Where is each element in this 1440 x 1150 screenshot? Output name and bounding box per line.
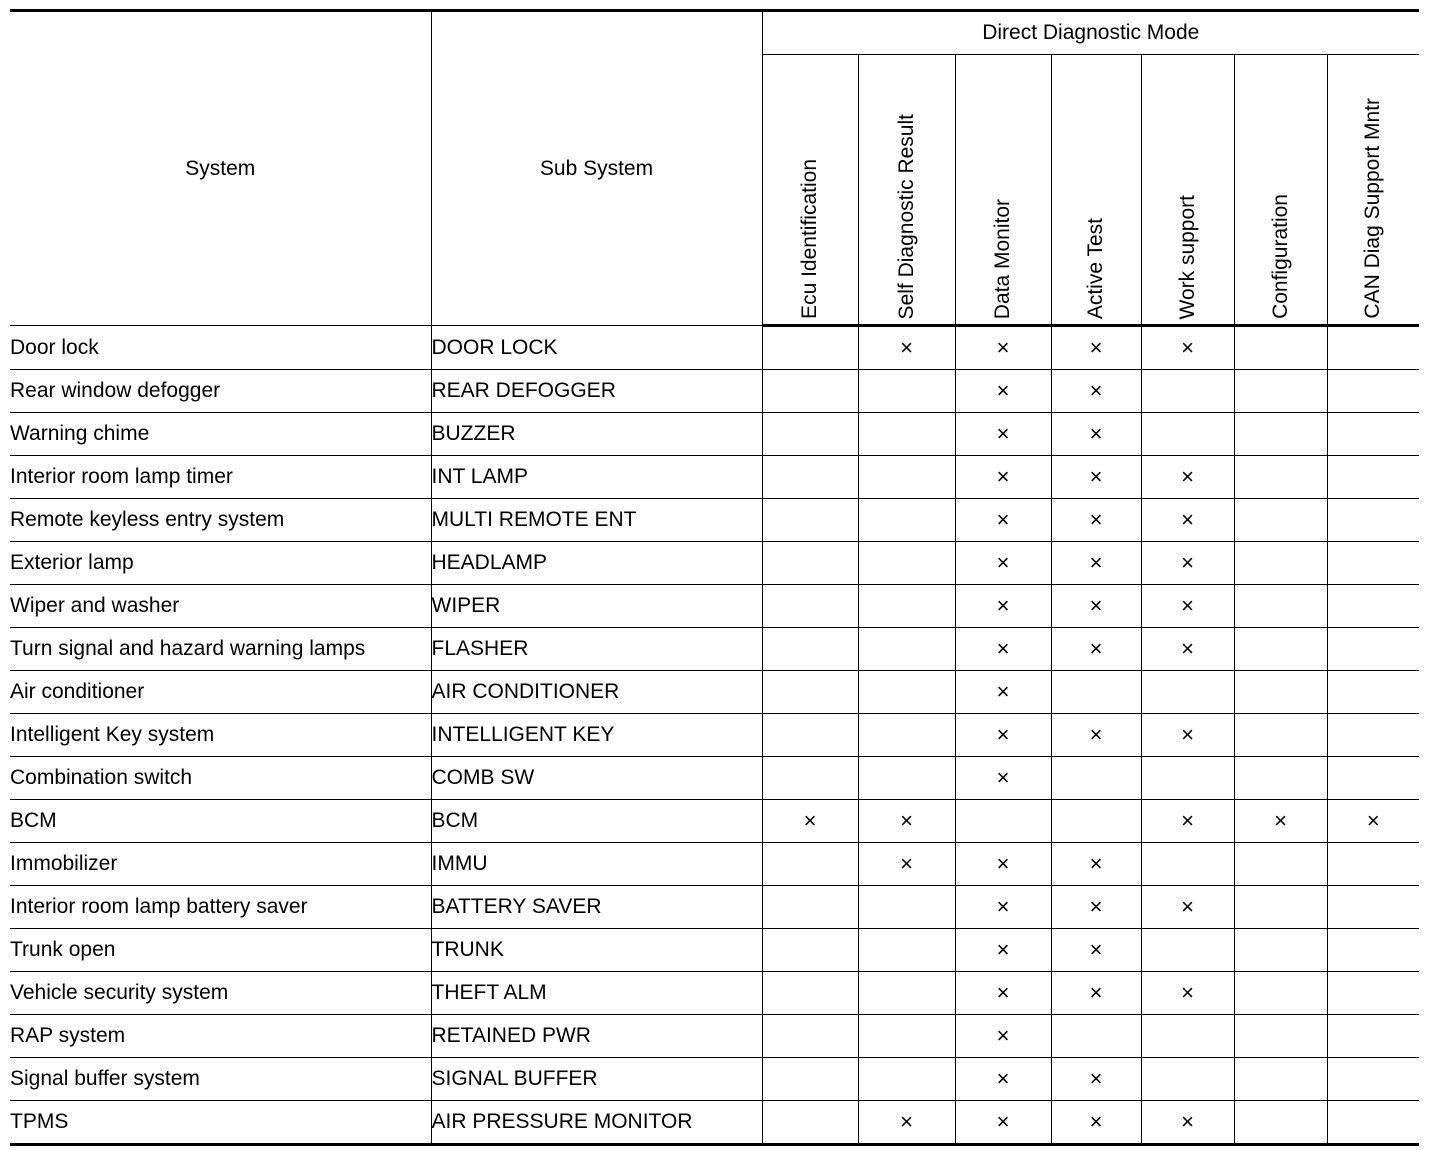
supported-mark: × <box>1181 1109 1194 1134</box>
mode-header-work-support <box>1141 55 1234 326</box>
supported-mark: × <box>1089 421 1103 446</box>
mode-cell <box>1051 800 1141 843</box>
mode-cell <box>955 542 1051 585</box>
mode-cell <box>1234 326 1327 370</box>
mode-cell <box>1234 499 1327 542</box>
table-row <box>10 326 1419 370</box>
mode-cell <box>1327 370 1419 413</box>
sub-system-cell: BATTERY SAVER <box>431 886 762 929</box>
mode-cell <box>1234 886 1327 929</box>
mode-cell <box>762 972 858 1015</box>
mode-cell <box>762 1101 858 1145</box>
mode-cell <box>1141 929 1234 972</box>
mode-cell <box>955 413 1051 456</box>
table-row <box>10 972 1419 1015</box>
supported-mark: × <box>996 851 1010 876</box>
supported-mark: × <box>996 378 1010 403</box>
supported-mark: × <box>1089 1109 1103 1134</box>
supported-mark: × <box>1089 980 1103 1005</box>
mode-header-can-diag-support-mntr <box>1327 55 1419 326</box>
mode-header-label: Work support <box>1175 194 1199 319</box>
mode-cell <box>1234 1015 1327 1058</box>
mode-cell <box>1051 1101 1141 1145</box>
supported-mark: × <box>1089 851 1103 876</box>
supported-mark: × <box>803 808 817 833</box>
mode-cell <box>1051 929 1141 972</box>
mode-cell <box>1234 413 1327 456</box>
mode-cell <box>1051 757 1141 800</box>
mode-cell <box>1051 843 1141 886</box>
mode-cell <box>955 456 1051 499</box>
sub-system-cell: SIGNAL BUFFER <box>431 1058 762 1101</box>
mode-cell <box>955 972 1051 1015</box>
mode-cell <box>762 671 858 714</box>
supported-mark: × <box>1089 507 1103 532</box>
mode-cell <box>955 929 1051 972</box>
table-row <box>10 714 1419 757</box>
mode-cell <box>762 456 858 499</box>
supported-mark: × <box>1181 593 1194 618</box>
mode-cell <box>1141 628 1234 671</box>
table-row <box>10 499 1419 542</box>
mode-cell <box>1327 499 1419 542</box>
mode-header-label: Ecu Identification <box>798 159 821 319</box>
mode-cell <box>858 757 955 800</box>
mode-cell <box>1327 886 1419 929</box>
mode-cell <box>858 456 955 499</box>
table-row <box>10 886 1419 929</box>
mode-cell <box>762 757 858 800</box>
supported-mark: × <box>1089 894 1103 919</box>
mode-cell <box>1327 972 1419 1015</box>
mode-cell <box>858 800 955 843</box>
supported-mark: × <box>1089 550 1103 575</box>
supported-mark: × <box>900 808 913 833</box>
supported-mark: × <box>1089 1066 1103 1091</box>
mode-cell <box>858 370 955 413</box>
mode-cell <box>1327 800 1419 843</box>
supported-mark: × <box>1181 464 1194 489</box>
supported-mark: × <box>1181 894 1194 919</box>
mode-cell <box>1327 1015 1419 1058</box>
mode-cell <box>1051 671 1141 714</box>
mode-cell <box>1051 1058 1141 1101</box>
mode-cell <box>1234 1101 1327 1145</box>
mode-cell <box>1327 413 1419 456</box>
mode-cell <box>1327 757 1419 800</box>
sub-system-cell: DOOR LOCK <box>431 326 762 370</box>
sub-system-cell: INT LAMP <box>431 456 762 499</box>
mode-cell <box>1327 714 1419 757</box>
system-cell: TPMS <box>10 1101 431 1145</box>
sub-system-cell: BUZZER <box>431 413 762 456</box>
mode-cell <box>1327 671 1419 714</box>
mode-cell <box>955 843 1051 886</box>
system-cell: Warning chime <box>10 413 431 456</box>
supported-mark: × <box>1089 335 1103 360</box>
supported-mark: × <box>1181 980 1194 1005</box>
mode-cell <box>955 370 1051 413</box>
mode-cell <box>955 1015 1051 1058</box>
table-row <box>10 585 1419 628</box>
mode-cell <box>762 628 858 671</box>
supported-mark: × <box>1274 808 1287 833</box>
mode-header-label: Configuration <box>1268 194 1292 319</box>
system-cell: Intelligent Key system <box>10 714 431 757</box>
mode-cell <box>955 1058 1051 1101</box>
mode-cell <box>1234 972 1327 1015</box>
mode-cell <box>762 929 858 972</box>
mode-cell <box>1141 1015 1234 1058</box>
mode-cell <box>1051 972 1141 1015</box>
mode-cell <box>858 843 955 886</box>
mode-cell <box>762 370 858 413</box>
supported-mark: × <box>996 937 1010 962</box>
mode-cell <box>955 757 1051 800</box>
mode-cell <box>1141 326 1234 370</box>
mode-cell <box>955 326 1051 370</box>
mode-cell <box>1051 886 1141 929</box>
mode-cell <box>1234 843 1327 886</box>
system-cell: Trunk open <box>10 929 431 972</box>
sub-system-cell: WIPER <box>431 585 762 628</box>
mode-cell <box>1327 326 1419 370</box>
mode-cell <box>955 585 1051 628</box>
table-row <box>10 800 1419 843</box>
mode-cell <box>858 1015 955 1058</box>
system-cell: Immobilizer <box>10 843 431 886</box>
table-row <box>10 542 1419 585</box>
system-cell: Turn signal and hazard warning lamps <box>10 628 431 671</box>
mode-cell <box>1051 499 1141 542</box>
sub-system-cell: TRUNK <box>431 929 762 972</box>
mode-cell <box>1141 843 1234 886</box>
mode-cell <box>1141 671 1234 714</box>
mode-cell <box>858 972 955 1015</box>
system-cell: Interior room lamp battery saver <box>10 886 431 929</box>
supported-mark: × <box>1181 507 1194 532</box>
sub-system-cell: BCM <box>431 800 762 843</box>
mode-cell <box>1141 886 1234 929</box>
mode-cell <box>1327 843 1419 886</box>
supported-mark: × <box>996 722 1010 747</box>
mode-cell <box>1234 714 1327 757</box>
supported-mark: × <box>1181 636 1194 661</box>
mode-cell <box>858 585 955 628</box>
mode-cell <box>858 628 955 671</box>
table-row <box>10 1058 1419 1101</box>
system-cell: Door lock <box>10 326 431 370</box>
supported-mark: × <box>1181 722 1194 747</box>
table-row <box>10 929 1419 972</box>
sub-system-cell: MULTI REMOTE ENT <box>431 499 762 542</box>
mode-cell <box>1051 326 1141 370</box>
mode-cell <box>1234 800 1327 843</box>
mode-cell <box>1141 972 1234 1015</box>
mode-cell <box>762 326 858 370</box>
sub-system-cell: THEFT ALM <box>431 972 762 1015</box>
supported-mark: × <box>996 593 1010 618</box>
mode-cell <box>1141 370 1234 413</box>
mode-header-label: Active Test <box>1084 217 1107 319</box>
mode-cell <box>1141 1058 1234 1101</box>
mode-cell <box>1234 1058 1327 1101</box>
system-cell: Exterior lamp <box>10 542 431 585</box>
mode-cell <box>955 800 1051 843</box>
supported-mark: × <box>1089 937 1103 962</box>
mode-cell <box>1051 714 1141 757</box>
table-row <box>10 757 1419 800</box>
supported-mark: × <box>1089 464 1103 489</box>
mode-cell <box>858 671 955 714</box>
sub-system-cell: RETAINED PWR <box>431 1015 762 1058</box>
mode-cell <box>762 800 858 843</box>
supported-mark: × <box>996 894 1010 919</box>
mode-cell <box>1327 585 1419 628</box>
sub-system-cell: COMB SW <box>431 757 762 800</box>
table-row <box>10 671 1419 714</box>
sub-system-cell: AIR PRESSURE MONITOR <box>431 1101 762 1145</box>
mode-header-active-test <box>1051 55 1141 326</box>
mode-header-ecu-identification <box>762 55 858 326</box>
mode-cell <box>858 714 955 757</box>
mode-cell <box>762 714 858 757</box>
mode-cell <box>955 671 1051 714</box>
mode-cell <box>858 499 955 542</box>
table-row <box>10 1015 1419 1058</box>
mode-cell <box>1051 585 1141 628</box>
mode-cell <box>762 1058 858 1101</box>
sub-system-cell: REAR DEFOGGER <box>431 370 762 413</box>
mode-cell <box>1051 542 1141 585</box>
mode-header-self-diagnostic-result <box>858 55 955 326</box>
sub-system-cell: INTELLIGENT KEY <box>431 714 762 757</box>
mode-cell <box>858 542 955 585</box>
supported-mark: × <box>996 507 1010 532</box>
mode-cell <box>1327 456 1419 499</box>
mode-cell <box>955 1101 1051 1145</box>
mode-cell <box>1234 929 1327 972</box>
supported-mark: × <box>996 1109 1010 1134</box>
mode-cell <box>762 542 858 585</box>
mode-cell <box>1051 456 1141 499</box>
mode-cell <box>1327 1101 1419 1145</box>
mode-cell <box>1327 542 1419 585</box>
mode-header-label: Data Monitor <box>991 198 1014 319</box>
mode-cell <box>955 499 1051 542</box>
sub-system-column-header: Sub System <box>431 11 762 326</box>
mode-cell <box>1234 757 1327 800</box>
system-cell: BCM <box>10 800 431 843</box>
supported-mark: × <box>996 765 1010 790</box>
table-body <box>10 326 1419 1145</box>
system-cell: Remote keyless entry system <box>10 499 431 542</box>
system-column-header: System <box>10 11 431 326</box>
sub-system-cell: HEADLAMP <box>431 542 762 585</box>
mode-cell <box>1141 456 1234 499</box>
supported-mark: × <box>996 550 1010 575</box>
system-cell: Vehicle security system <box>10 972 431 1015</box>
mode-cell <box>1327 929 1419 972</box>
mode-cell <box>762 499 858 542</box>
mode-cell <box>1141 1101 1234 1145</box>
mode-cell <box>1327 1058 1419 1101</box>
supported-mark: × <box>1366 808 1380 833</box>
mode-cell <box>1141 800 1234 843</box>
mode-cell <box>1234 628 1327 671</box>
mode-cell <box>1141 714 1234 757</box>
mode-cell <box>858 929 955 972</box>
system-cell: Wiper and washer <box>10 585 431 628</box>
system-cell: Rear window defogger <box>10 370 431 413</box>
mode-header-label: Self Diagnostic Result <box>894 113 918 319</box>
mode-cell <box>1327 628 1419 671</box>
mode-cell <box>762 843 858 886</box>
mode-cell <box>1141 413 1234 456</box>
mode-cell <box>762 886 858 929</box>
table-row <box>10 456 1419 499</box>
system-cell: Interior room lamp timer <box>10 456 431 499</box>
supported-mark: × <box>1089 636 1103 661</box>
mode-cell <box>1234 456 1327 499</box>
mode-cell <box>858 326 955 370</box>
supported-mark: × <box>996 980 1010 1005</box>
supported-mark: × <box>1181 550 1194 575</box>
table-row <box>10 843 1419 886</box>
mode-cell <box>1141 542 1234 585</box>
mode-cell <box>1141 499 1234 542</box>
table-row <box>10 413 1419 456</box>
mode-cell <box>1234 370 1327 413</box>
supported-mark: × <box>996 636 1010 661</box>
supported-mark: × <box>996 464 1010 489</box>
supported-mark: × <box>996 421 1010 446</box>
system-cell: Signal buffer system <box>10 1058 431 1101</box>
supported-mark: × <box>1089 378 1103 403</box>
supported-mark: × <box>1089 722 1103 747</box>
table-row <box>10 370 1419 413</box>
mode-cell <box>762 1015 858 1058</box>
sub-system-cell: FLASHER <box>431 628 762 671</box>
supported-mark: × <box>1181 808 1194 833</box>
table-row <box>10 1101 1419 1145</box>
supported-mark: × <box>996 1066 1010 1091</box>
diagnostic-mode-table <box>10 9 1419 1146</box>
mode-cell <box>858 413 955 456</box>
supported-mark: × <box>900 1109 913 1134</box>
mode-cell <box>955 714 1051 757</box>
system-cell: Air conditioner <box>10 671 431 714</box>
supported-mark: × <box>996 335 1010 360</box>
mode-cell <box>1234 542 1327 585</box>
supported-mark: × <box>996 1023 1010 1048</box>
mode-header-data-monitor <box>955 55 1051 326</box>
sub-system-cell: AIR CONDITIONER <box>431 671 762 714</box>
mode-cell <box>762 585 858 628</box>
mode-cell <box>858 886 955 929</box>
table-row <box>10 628 1419 671</box>
supported-mark: × <box>900 851 913 876</box>
mode-cell <box>1234 671 1327 714</box>
mode-cell <box>955 628 1051 671</box>
supported-mark: × <box>996 679 1010 704</box>
mode-cell <box>1051 628 1141 671</box>
mode-cell <box>1051 1015 1141 1058</box>
supported-mark: × <box>900 335 913 360</box>
mode-cell <box>1234 585 1327 628</box>
mode-header-label: CAN Diag Support Mntr <box>1361 98 1385 319</box>
system-cell: RAP system <box>10 1015 431 1058</box>
supported-mark: × <box>1181 335 1194 360</box>
direct-diagnostic-mode-header: Direct Diagnostic Mode <box>762 11 1419 55</box>
mode-cell <box>1051 413 1141 456</box>
mode-cell <box>1051 370 1141 413</box>
mode-cell <box>1141 585 1234 628</box>
supported-mark: × <box>1089 593 1103 618</box>
mode-cell <box>858 1058 955 1101</box>
mode-cell <box>762 413 858 456</box>
mode-header-configuration <box>1234 55 1327 326</box>
mode-cell <box>858 1101 955 1145</box>
mode-cell <box>1141 757 1234 800</box>
sub-system-cell: IMMU <box>431 843 762 886</box>
system-cell: Combination switch <box>10 757 431 800</box>
mode-cell <box>955 886 1051 929</box>
